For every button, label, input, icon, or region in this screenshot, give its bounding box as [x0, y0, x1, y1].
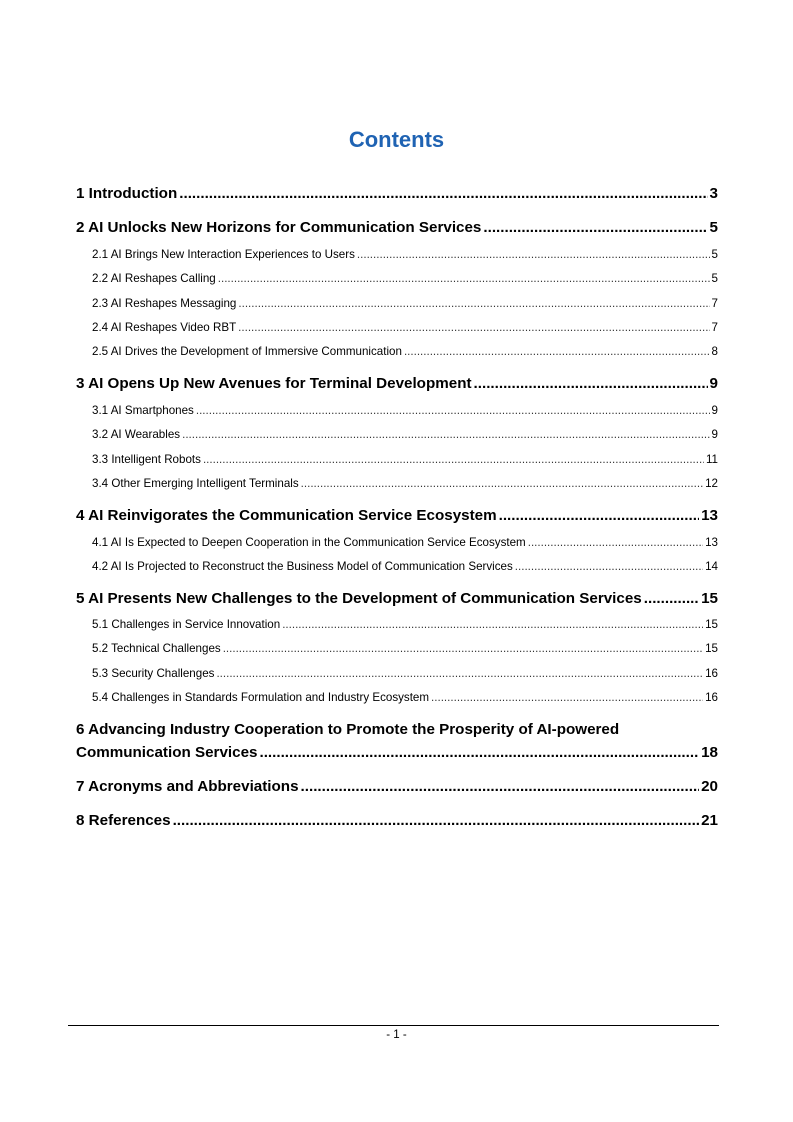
dot-leader — [431, 691, 703, 704]
dot-leader — [223, 642, 703, 655]
toc-label: 3 AI Opens Up New Avenues for Terminal Development — [76, 375, 472, 392]
dot-leader — [179, 185, 707, 202]
toc-entry-4[interactable] — [76, 507, 718, 524]
toc-entry-2-1[interactable] — [76, 248, 718, 261]
toc-page: 9 — [711, 428, 718, 441]
toc-page: 13 — [701, 507, 718, 524]
toc-label: 2 AI Unlocks New Horizons for Communication Services — [76, 219, 482, 236]
toc-entry-5-1[interactable] — [76, 618, 718, 631]
toc-page: 5 — [711, 272, 718, 285]
dot-leader — [216, 667, 703, 680]
toc-page: 3 — [709, 185, 718, 202]
dot-leader — [528, 536, 703, 549]
toc-entry-3[interactable] — [76, 375, 718, 392]
toc-entry-2-2[interactable] — [76, 272, 718, 285]
dot-leader — [282, 618, 703, 631]
toc-entry-8[interactable] — [76, 812, 718, 829]
toc-page: 20 — [701, 778, 718, 795]
toc-entry-3-4[interactable] — [76, 477, 718, 490]
toc-page: 8 — [711, 345, 718, 358]
toc-label: 3.3 Intelligent Robots — [92, 453, 201, 466]
toc-entry-5-3[interactable] — [76, 667, 718, 680]
toc-entry-5-2[interactable] — [76, 642, 718, 655]
toc-page: 21 — [701, 812, 718, 829]
toc-label: 3.1 AI Smartphones — [92, 404, 194, 417]
toc-label: 7 Acronyms and Abbreviations — [76, 778, 299, 795]
dot-leader — [499, 507, 699, 524]
toc-page: 18 — [701, 744, 718, 761]
dot-leader — [218, 272, 710, 285]
dot-leader — [357, 248, 710, 261]
toc-label: 5.1 Challenges in Service Innovation — [92, 618, 281, 631]
dot-leader — [404, 345, 710, 358]
toc-entry-5[interactable] — [76, 590, 718, 607]
toc-page: 5 — [711, 248, 718, 261]
toc-page: 15 — [705, 642, 718, 655]
toc-entry-2-4[interactable] — [76, 321, 718, 334]
dot-leader — [259, 744, 699, 761]
toc-page: 11 — [705, 453, 718, 466]
toc-label: 2.1 AI Brings New Interaction Experiences to Users — [92, 248, 355, 261]
toc-entry-6[interactable] — [76, 744, 718, 761]
toc-entry-6-line1[interactable]: 6 Advancing Industry Cooperation to Promote the Prosperity of AI-powered — [76, 721, 620, 738]
toc-label: 5.2 Technical Challenges — [92, 642, 221, 655]
dot-leader — [203, 453, 704, 466]
toc-entry-2-5[interactable] — [76, 345, 718, 358]
toc-label: 4.2 AI Is Projected to Reconstruct the Business Model of Communication Services — [92, 560, 513, 573]
toc-entry-2-3[interactable] — [76, 297, 718, 310]
dot-leader — [238, 321, 709, 334]
toc-label: 5.3 Security Challenges — [92, 667, 215, 680]
toc-label: Communication Services — [76, 744, 258, 761]
toc-entry-2[interactable] — [76, 219, 718, 236]
dot-leader — [173, 812, 700, 829]
dot-leader — [474, 375, 708, 392]
toc-entry-7[interactable] — [76, 778, 718, 795]
toc-label: 2.4 AI Reshapes Video RBT — [92, 321, 237, 334]
toc-label: 3.2 AI Wearables — [92, 428, 181, 441]
toc-label: 5.4 Challenges in Standards Formulation and Industry Ecosystem — [92, 691, 430, 704]
toc-page: 5 — [709, 219, 718, 236]
toc-label: 3.4 Other Emerging Intelligent Terminals — [92, 477, 299, 490]
dot-leader — [644, 590, 699, 607]
toc-entry-3-2[interactable] — [76, 428, 718, 441]
toc-page: 16 — [705, 691, 718, 704]
toc-label: 4 AI Reinvigorates the Communication Service Ecosystem — [76, 507, 497, 524]
dot-leader — [301, 477, 703, 490]
toc-page: 7 — [711, 321, 718, 334]
toc-label: 4.1 AI Is Expected to Deepen Cooperation in the Communication Service Ecosystem — [92, 536, 526, 549]
toc-page: 16 — [705, 667, 718, 680]
toc-page: 12 — [705, 477, 718, 490]
dot-leader — [238, 297, 709, 310]
toc-page: 7 — [711, 297, 718, 310]
dot-leader — [515, 560, 703, 573]
toc-entry-1[interactable] — [76, 185, 718, 202]
contents-title: Contents — [348, 127, 445, 152]
toc-page: 9 — [711, 404, 718, 417]
toc-entry-5-4[interactable] — [76, 691, 718, 704]
dot-leader — [301, 778, 700, 795]
dot-leader — [483, 219, 707, 236]
toc-page: 9 — [709, 375, 718, 392]
toc-label: 1 Introduction — [76, 185, 178, 202]
toc-page: 15 — [701, 590, 718, 607]
toc-label: 2.5 AI Drives the Development of Immersive Communication — [92, 345, 402, 358]
toc-entry-3-3[interactable] — [76, 453, 718, 466]
toc-label: 5 AI Presents New Challenges to the Development of Communication Services — [76, 590, 642, 607]
toc-page: 15 — [705, 618, 718, 631]
toc-entry-4-1[interactable] — [76, 536, 718, 549]
dot-leader — [182, 428, 709, 441]
toc-entry-4-2[interactable] — [76, 560, 718, 573]
toc-page: 14 — [705, 560, 718, 573]
footer-page-number: - 1 - — [386, 1029, 407, 1041]
toc-label: 8 References — [76, 812, 171, 829]
toc-page: 13 — [705, 536, 718, 549]
dot-leader — [196, 404, 710, 417]
toc-entry-3-1[interactable] — [76, 404, 718, 417]
toc-label: 2.3 AI Reshapes Messaging — [92, 297, 237, 310]
toc-label: 2.2 AI Reshapes Calling — [92, 272, 216, 285]
footer-rule — [68, 1025, 719, 1026]
